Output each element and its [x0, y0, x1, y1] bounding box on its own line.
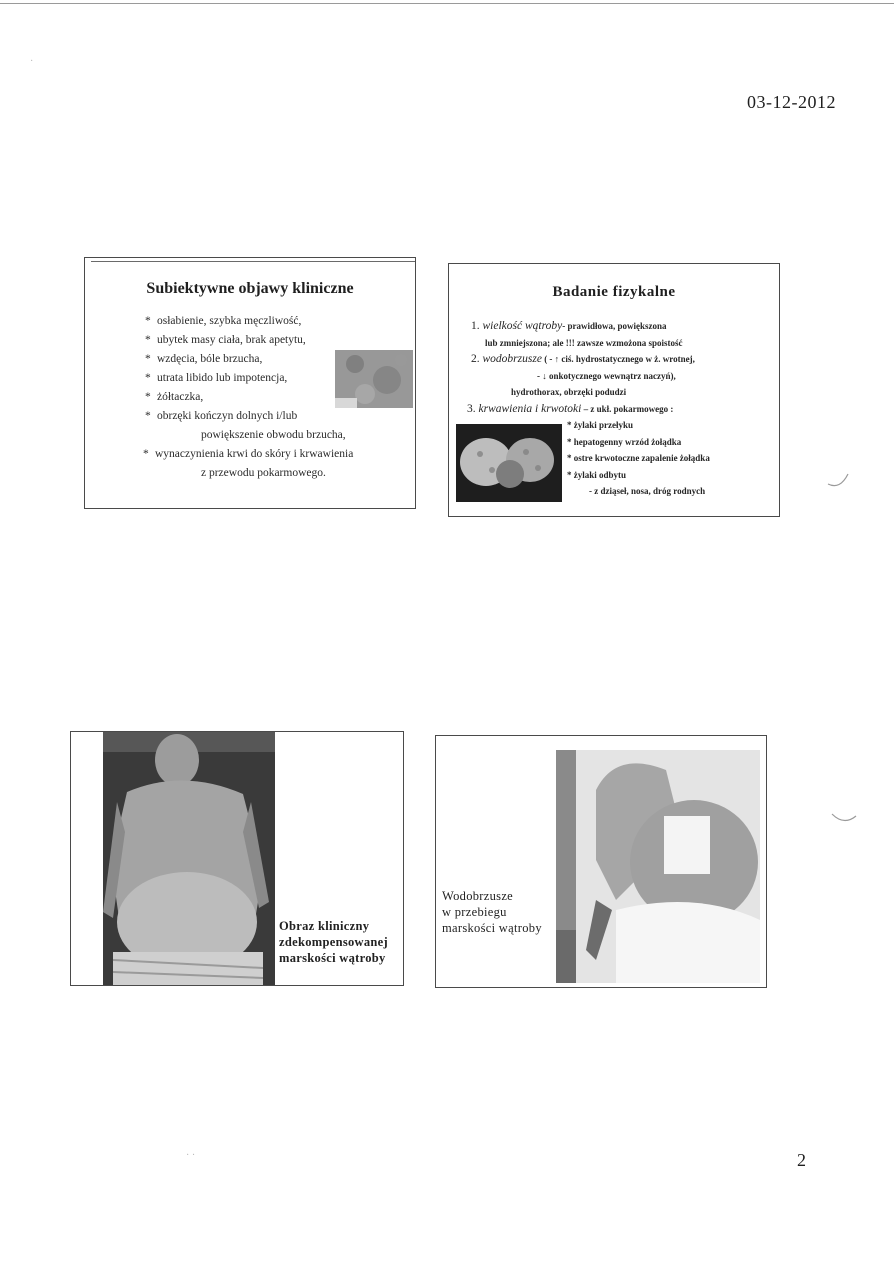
- exam-line: - z dziąseł, nosa, dróg rodnych: [589, 486, 706, 496]
- caption-line: marskości wątroby: [442, 921, 542, 935]
- patient-photo: [103, 732, 275, 985]
- list-item: * obrzęki kończyn dolnych i/lub: [145, 410, 298, 422]
- exam-line: - ↓ onkotycznego wewnątrz naczyń),: [537, 370, 676, 381]
- liver-photo: [456, 424, 562, 502]
- list-item: * utrata libido lub impotencja,: [145, 372, 288, 384]
- slide-clinical-picture: [70, 731, 404, 986]
- caption-line: Obraz kliniczny: [279, 919, 370, 933]
- slide-ascites: [435, 735, 767, 988]
- page-date: 03-12-2012: [747, 92, 836, 112]
- exam-line: 3. krwawienia i krwotoki – z ukł. pokarmowego :: [467, 402, 674, 415]
- list-item: * wynaczynienia krwi do skóry i krwawienia: [143, 448, 354, 460]
- list-item: * żółtaczka,: [145, 391, 204, 403]
- ascites-photo: [556, 750, 760, 983]
- exam-bullet: * żylaki przełyku: [567, 420, 634, 430]
- list-item-continuation: z przewodu pokarmowego.: [201, 467, 326, 479]
- punch-mark-icon: [826, 470, 850, 490]
- scan-top-edge: [0, 3, 894, 4]
- exam-bullet: * hepatogenny wrzód żołądka: [567, 436, 682, 447]
- caption-line: w przebiegu: [442, 905, 507, 919]
- symptom-list: [145, 312, 353, 483]
- exam-line: 1. wielkość wątroby- prawidłowa, powiększona: [471, 320, 667, 332]
- slide-subjective-symptoms: [84, 257, 416, 509]
- exam-bullet: * żylaki odbytu: [567, 469, 627, 480]
- list-item-continuation: powiększenie obwodu brzucha,: [201, 429, 346, 441]
- exam-bullet: * ostre krwotoczne zapalenie żołądka: [567, 453, 710, 463]
- caption-line: zdekompensowanej: [279, 935, 388, 949]
- punch-mark-icon: [830, 806, 858, 828]
- slide-caption: [442, 888, 542, 936]
- exam-line: 2. wodobrzusze ( - ↑ ciś. hydrostatycznego w ż. wrotnej,: [471, 353, 695, 365]
- page-number: 2: [797, 1150, 806, 1170]
- caption-line: marskości wątroby: [279, 951, 386, 965]
- slide-caption: [279, 918, 388, 966]
- slide-physical-exam: [448, 263, 780, 517]
- scan-speck: · ·: [186, 1150, 196, 1161]
- caption-line: Wodobrzusze: [442, 889, 514, 903]
- list-item: * ubytek masy ciała, brak apetytu,: [145, 334, 306, 346]
- list-item: * osłabienie, szybka męczliwość,: [145, 315, 302, 327]
- exam-line: lub zmniejszona; ale !!! zawsze wzmożona spoistość: [485, 337, 683, 348]
- slide-title: Badanie fizykalne: [552, 284, 676, 300]
- slide-title: Subiektywne objawy kliniczne: [146, 280, 354, 297]
- skin-photo: [335, 350, 413, 408]
- exam-line: hydrothorax, obrzęki podudzi: [511, 387, 627, 397]
- list-item: * wzdęcia, bóle brzucha,: [145, 353, 263, 365]
- scan-speck: ·: [30, 56, 34, 67]
